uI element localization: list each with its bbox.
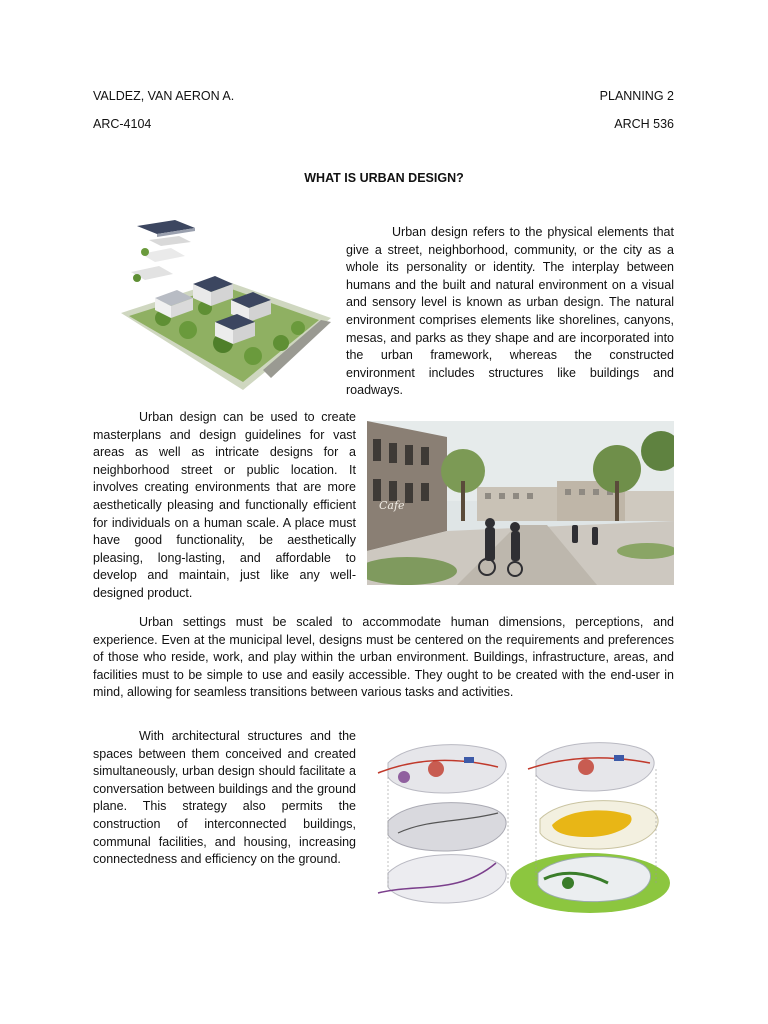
cafe-sign: Cafe (379, 499, 405, 512)
course-code: ARCH 536 (614, 117, 674, 131)
author-name: VALDEZ, VAN AERON A. (93, 89, 235, 103)
paragraph-buildings-ground: With architectural structures and the spaces between them conceived and created simultaneously, urban design should facilitate a conversation between buildings and the ground plane. This strategy also permits the construction of interconnected buildings, communal facilities, and housing, increasing connectedness and efficiency on the ground. (93, 729, 356, 867)
isometric-housing-model-icon (93, 218, 338, 400)
layered-urban-network-diagram-icon (368, 733, 674, 913)
section-code: ARC-4104 (93, 117, 152, 131)
exploded-axonometric-image (93, 218, 338, 400)
page-title: WHAT IS URBAN DESIGN? (304, 171, 464, 185)
course-name: PLANNING 2 (599, 89, 674, 103)
pedestrian-street-render-icon (367, 421, 674, 585)
street-rendering-image (367, 421, 674, 585)
paragraph-masterplans: Urban design can be used to create masterplans and design guidelines for vast areas as well as intricate designs for a neighborhood street or public location. It involves creating environments that are more aesthetically pleasing and functionally efficient for individuals on a human scale. A place must have good functionality, be aesthetically pleasing, long-lasting, and affordable to develop and maintain, just like any well-designed product. (93, 410, 356, 600)
layer-diagrams-image (368, 733, 674, 913)
paragraph-intro: Urban design refers to the physical elements that give a street, neighborhood, community, or the city as a whole its personality or identity. The interplay between humans and the built and natural environment on a visual and sensory level is known as urban design. The natural environment comprises elements like shorelines, canyons, mesas, and parks as they shape and are incorporated into the urban framework, whereas the constructed environment includes structures like buildings and roadways. (346, 225, 674, 398)
paragraph-human-scale: Urban settings must be scaled to accommodate human dimensions, perceptions, and experience. Even at the municipal level, designs must be centered on the requirements and preferences of those who reside, work, and play within the urban environment. Buildings, infrastructure, areas, and facilities must to be simple to use and easily accessible. They ought to be created with the end-user in mind, allowing for seamless transitions between various tasks and activities. (93, 615, 674, 700)
